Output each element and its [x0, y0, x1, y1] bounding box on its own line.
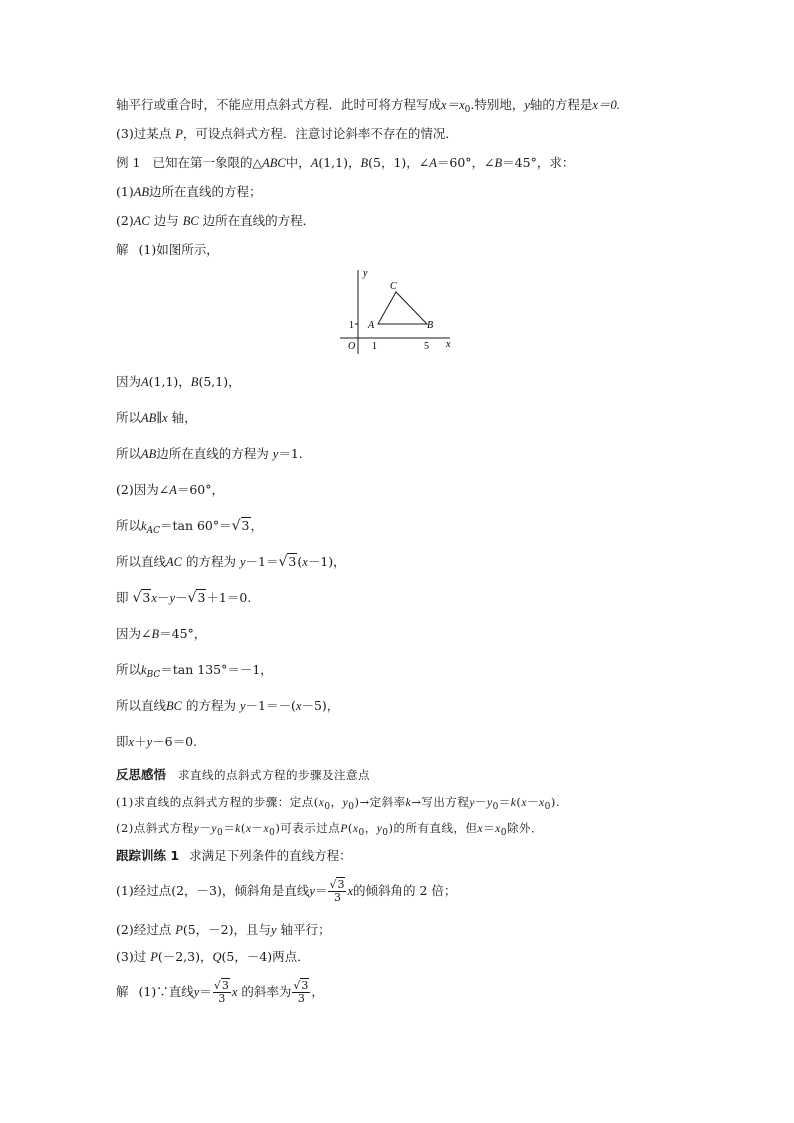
text-line-note-3: (3)过某点 P，可设点斜式方程．注意讨论斜率不存在的情况．	[116, 126, 458, 141]
origin-label: O	[348, 341, 356, 352]
solution-line-10: 所以直线BC 的方程为 y－1＝－(x－5)，	[116, 698, 340, 713]
example-question-2: (2)AC 边与 BC 边所在直线的方程．	[116, 213, 316, 228]
point-a-label: A	[368, 320, 375, 331]
y-tick-1-label: 1	[349, 320, 354, 331]
y-axis-label: y	[363, 268, 368, 279]
triangle-figure	[340, 266, 460, 358]
training-question-2: (2)经过点 P(5，－2)，且与y 轴平行；	[116, 922, 331, 937]
solution-line-5: 所以$k_{AC}=\tan$ 60°＝√3，	[116, 518, 264, 536]
solution-line-2: 所以AB∥x 轴，	[116, 410, 197, 425]
example-1-statement: 例 1 已知在第一象限的△ABC中，A(1,1)，B(5，1)，∠A＝60°，∠B＝45°，求：	[116, 155, 575, 170]
reflection-heading: 反思感悟 求直线的点斜式方程的步骤及注意点	[116, 767, 371, 782]
text-line-continuation: 轴平行或重合时，不能应用点斜式方程．此时可将方程写成$x=x_0$.特别地，y轴的方程是x＝0.	[116, 97, 620, 115]
training-question-1: (1)经过点(2，－3)，倾斜角是直线y＝ $\frac{√3}{3}$ x的倾斜角的 2 倍；	[116, 878, 457, 904]
solution-line-1: 因为A(1,1)，B(5,1)，	[116, 374, 241, 389]
training-question-3: (3)过 P(－2,3)，Q(5，－4)两点．	[116, 949, 310, 964]
reflection-point-2: (2)点斜式方程$y-y_0=k(x-x_0)$可表示过点$P(x_0$，$y_0$)的所有直线，但$x=x_0$除外．	[116, 821, 543, 838]
solution-start: 解 (1)如图所示，	[116, 242, 219, 257]
x-axis-label: x	[446, 339, 451, 350]
solution-line-4: (2)因为∠A＝60°，	[116, 482, 224, 497]
solution-line-9: 所以$k_{BC}=\tan$ 135°＝－1，	[116, 662, 273, 680]
training-heading: 跟踪训练 1 求满足下列条件的直线方程：	[116, 848, 352, 863]
solution-line-8: 因为∠B＝45°，	[116, 626, 207, 641]
solution-line-3: 所以AB边所在直线的方程为 y＝1.	[116, 446, 303, 461]
point-b-label: B	[427, 320, 434, 331]
reflection-point-1: (1)求直线的点斜式方程的步骤：定点($x_0$，$y_0)\to$定斜率k→写出方程$y-y_0=k(x-x_0)$.	[116, 795, 561, 812]
x-tick-1-label: 1	[372, 341, 377, 352]
triangle-abc	[378, 292, 427, 324]
training-answer-1: 解 (1)∵直线y＝ $\frac{√3}{3}$ x 的斜率为 $\frac{√3}{3}$ ，	[116, 979, 324, 1005]
point-c-label: C	[390, 281, 397, 292]
solution-line-6: 所以直线AC 的方程为 y－1＝√3(x－1)，	[116, 554, 346, 570]
x-tick-5-label: 5	[424, 341, 429, 352]
solution-line-7: 即 √3x－y－√3＋1＝0.	[116, 590, 252, 606]
example-question-1: (1)AB边所在直线的方程；	[116, 184, 262, 199]
solution-line-11: 即x＋y－6＝0.	[116, 734, 198, 749]
